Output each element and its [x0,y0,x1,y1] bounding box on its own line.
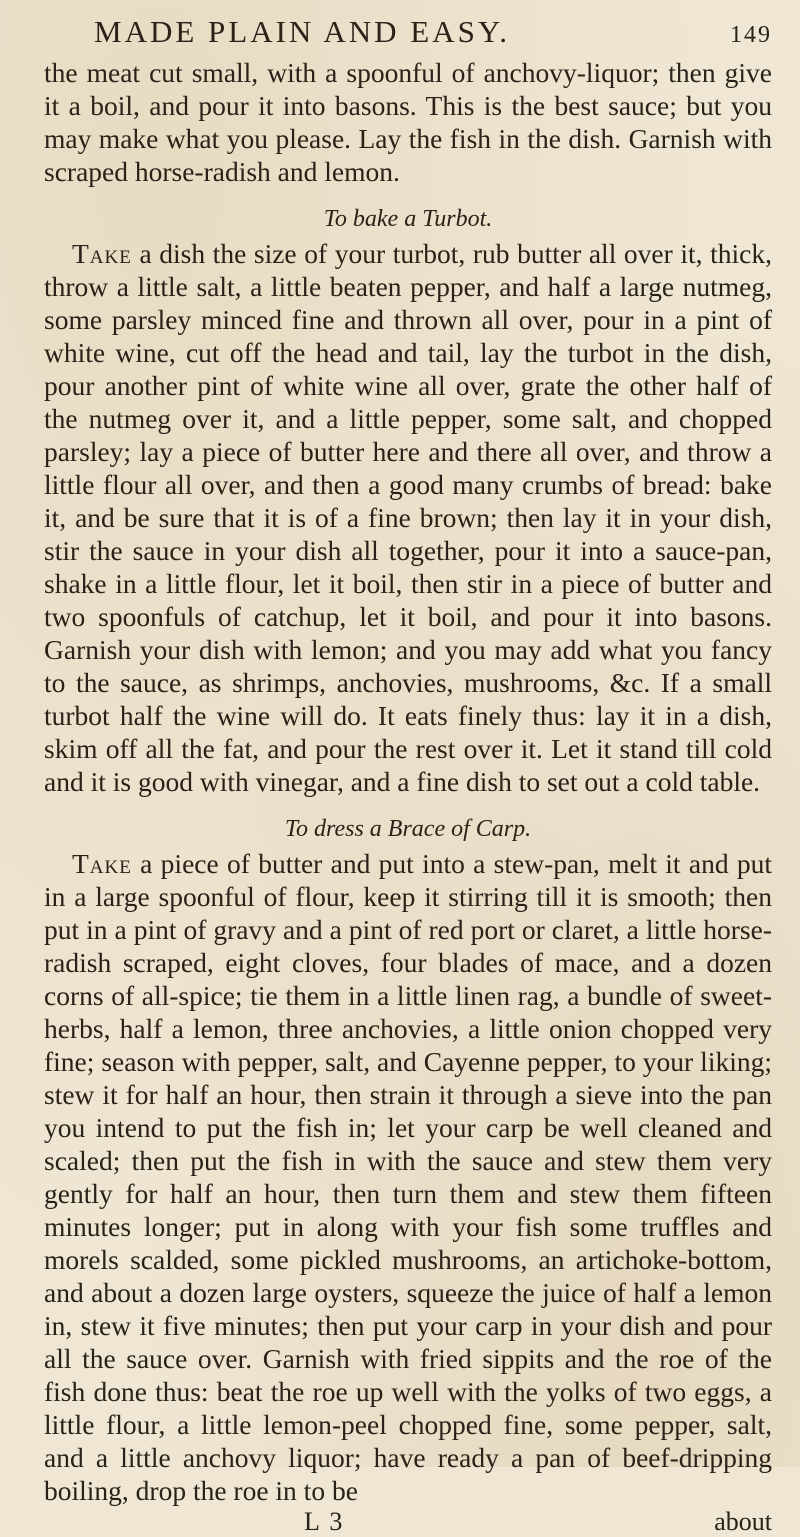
recipe-first-word: Take [72,848,132,879]
catchword: about [714,1507,772,1536]
page-header [44,14,772,50]
recipe-text: a dish the size of your turbot, rub butter all over it, thick, throw a little salt, a little beaten pepper, and half a large nutmeg, some parsley minced fine and thrown all over, pour in a pint of white wine, cut off the head and tail, lay the turbot in the dish, pour another pint of white wine all over, grate the other half of the nutmeg over it, and a little pepper, some salt, and chopped parsley; lay a piece of butter here and there all over, and throw a little flour all over, and then a good many crumbs of bread: bake it, and be sure that it is of a fine brown; then lay it in your dish, stir the sauce in your dish all together, pour it into a sauce-pan, shake in a little flour, let it boil, then stir in a piece of butter and two spoonfuls of catchup, let it boil, and pour it into basons. Garnish your dish with lemon; and you may add what you fancy to the sauce, as shrimps, anchovies, mushrooms, &c. If a small turbot half the wine will do. It eats finely thus: lay it in a dish, skim off all the fat, and pour the rest over it. Let it stand till cold and it is good with vinegar, and a fine dish to set out a cold table. [44,238,772,797]
recipe-text: a piece of butter and put into a stew-pan, melt it and put in a large spoonful of flour, keep it stirring till it is smooth; then put in a pint of gravy and a pint of red port or claret, a little horse-radish scraped, eight cloves, four blades of mace, and a dozen corns of all-spice; tie them in a little linen rag, a bundle of sweet-herbs, half a lemon, three anchovies, a little onion chopped very fine; season with pepper, salt, and Cayenne pepper, to your liking; stew it for half an hour, then strain it through a sieve into the pan you intend to put the fish in; let your carp be well cleaned and scaled; then put the fish in with the sauce and stew them very gently for half an hour, then turn them and stew them fifteen minutes longer; put in along with your fish some truffles and morels scalded, some pickled mushrooms, an artichoke-bottom, and about a dozen large oysters, squeeze the juice of half a lemon in, stew it five minutes; then put your carp in your dish and pour all the sauce over. Garnish with fried sippits and the roe of the fish done thus: beat the roe up well with the yolks of two eggs, a little flour, a little lemon-peel chopped fine, some pepper, salt, and a little anchovy liquor; have ready a pan of beef-dripping boiling, drop the roe in to be [44,848,773,1506]
page-footer [44,1507,772,1537]
page-number: 149 [730,22,772,48]
running-title: MADE PLAIN AND EASY. [94,14,510,49]
section-heading-turbot: To bake a Turbot. [323,206,493,232]
signature-mark: L 3 [304,1507,345,1536]
recipe-body-carp [44,847,772,1507]
recipe-body-turbot [44,237,772,798]
recipe-first-word: Take [72,238,132,269]
intro-paragraph: the meat cut small, with a spoonful of anchovy-liquor; then give it a boil, and pour it into basons. This is the best sauce; but you may make what you please. Lay the fish in the dish. Garnish with scraped horse-radish and lemon. [44,57,772,187]
section-heading-carp: To dress a Brace of Carp. [284,816,532,842]
